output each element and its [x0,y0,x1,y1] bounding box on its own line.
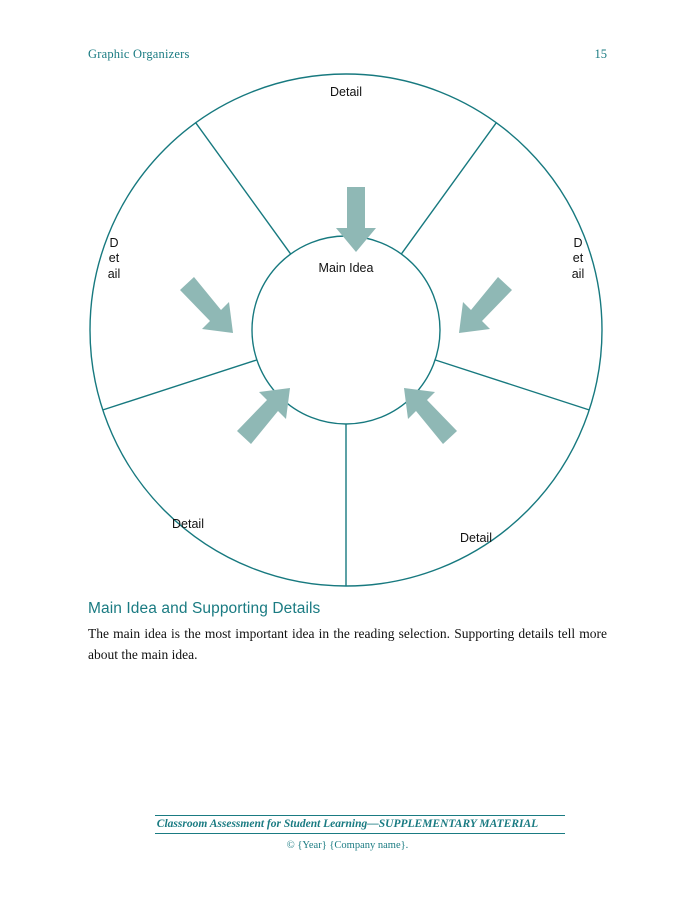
spoke-line-upper-left [195,122,290,254]
detail-label-bottom-left: Detail [172,517,204,531]
detail-label-right-line3: ail [571,267,585,281]
center-label: Main Idea [318,261,374,275]
arrow-top [336,187,376,252]
spoke-line-upper-right [401,122,496,254]
detail-label-left-line2: et [108,251,120,265]
detail-label-right-line1: D [573,236,583,250]
header-title: Graphic Organizers [88,47,190,61]
section-title: Main Idea and Supporting Details [88,600,321,617]
arrow-bottom-right [404,388,457,444]
spoke-line-right [435,360,589,410]
arrow-bottom-left [237,388,290,444]
section-body-text: The main idea is the most important idea in the reading selection. Supporting details tell more about the main idea. [88,626,607,662]
footer-copyright: © {Year} {Company name}. [286,840,409,851]
arrow-left [180,277,233,333]
main-idea-wheel-diagram [78,62,618,602]
footer-rule-bottom [155,833,565,834]
header-page-number: 15 [594,47,607,61]
spoke-line-left [103,360,257,410]
detail-label-top: Detail [330,85,362,99]
footer-rule-top [155,815,565,816]
detail-label-left-line3: ail [107,267,121,281]
detail-label-right-line2: et [572,251,584,265]
footer-title: Classroom Assessment for Student Learning—SUPPLEMENTARY MATERIAL [156,818,539,830]
detail-label-left-line1: D [109,236,119,250]
arrow-right [459,277,512,333]
detail-label-bottom-right: Detail [460,531,492,545]
